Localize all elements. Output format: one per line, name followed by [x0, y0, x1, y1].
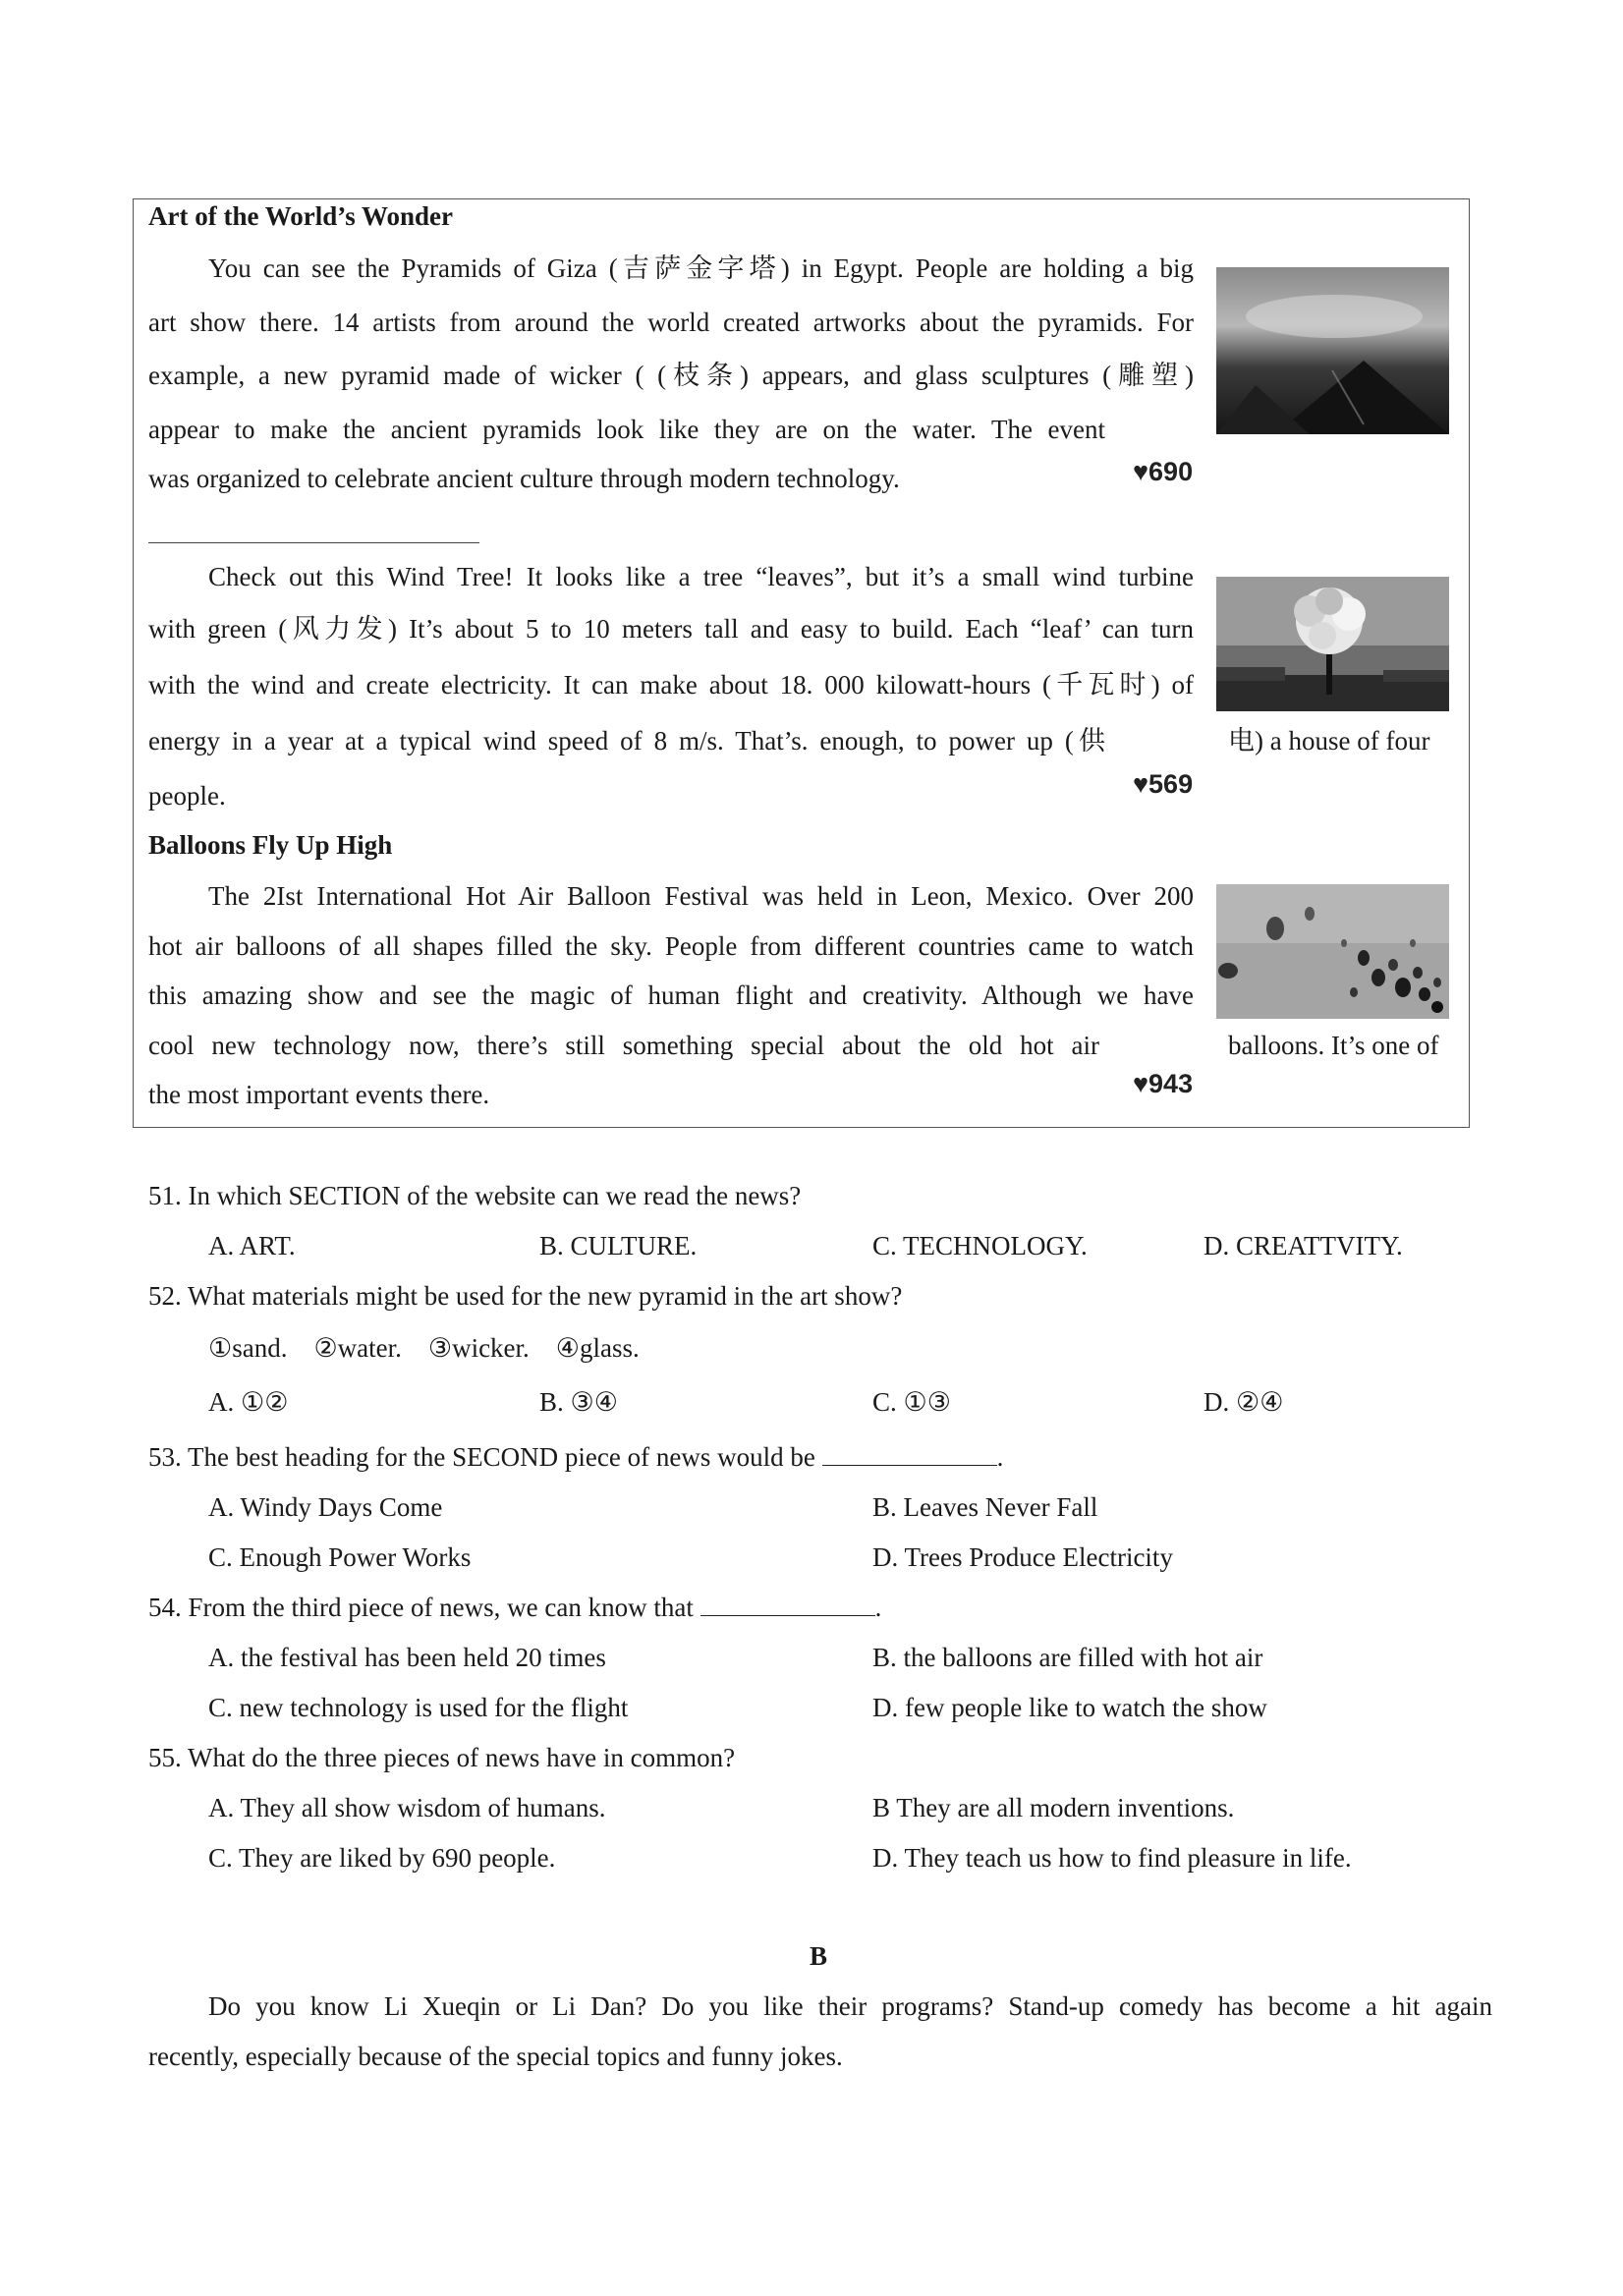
item2-line: Check out this Wind Tree! It looks like a tree “leaves”, but it’s a small wind turbine — [208, 562, 1194, 591]
item3-line: balloons. It’s one of — [1228, 1031, 1439, 1060]
q55-option-c: C. They are liked by 690 people. — [208, 1843, 556, 1873]
q51-option-a: A. ART. — [208, 1231, 296, 1260]
item3-line: The 2Ist International Hot Air Balloon Festival was held in Leon, Mexico. Over 200 — [208, 881, 1194, 911]
q54-end: . — [874, 1593, 882, 1622]
item1-line: was organized to celebrate ancient culture through modern technology. — [148, 464, 900, 493]
q52-materials: ①sand. ②water. ③wicker. ④glass. — [208, 1333, 640, 1363]
q54-option-a: A. the festival has been held 20 times — [208, 1643, 606, 1672]
item1-title: Art of the World’s Wonder — [148, 201, 453, 231]
q53-option-b: B. Leaves Never Fall — [872, 1492, 1098, 1522]
item2-line: with the wind and create electricity. It can make about 18. 000 kilowatt-hours (千瓦时) of — [148, 670, 1194, 700]
wind-tree-photo — [1216, 577, 1449, 711]
item3-likes: ♥943 — [1133, 1069, 1194, 1098]
q55-option-b: B They are all modern inventions. — [872, 1793, 1235, 1822]
q52-option-d: D. ②④ — [1203, 1387, 1284, 1417]
q53-end: . — [996, 1442, 1004, 1472]
q51-option-b: B. CULTURE. — [539, 1231, 698, 1260]
item3-line: this amazing show and see the magic of human flight and creativity. Although we have — [148, 980, 1194, 1010]
q53-option-d: D. Trees Produce Electricity — [872, 1542, 1173, 1572]
q55-option-d: D. They teach us how to find pleasure in life. — [872, 1843, 1352, 1873]
item3-line: hot air balloons of all shapes filled the sky. People from different countries came to watch — [148, 931, 1194, 961]
item2-line: with green (风力发) It’s about 5 to 10 meters tall and easy to build. Each “leaf’ can turn — [148, 614, 1194, 644]
question-51: 51. In which SECTION of the website can we read the news? — [148, 1181, 802, 1210]
item1-likes: ♥690 — [1133, 457, 1194, 486]
item2-line: people. — [148, 781, 226, 811]
q51-option-d: D. CREATTVITY. — [1203, 1231, 1403, 1260]
item3-line: the most important events there. — [148, 1080, 490, 1109]
q51-option-c: C. TECHNOLOGY. — [872, 1231, 1088, 1260]
q53-option-c: C. Enough Power Works — [208, 1542, 472, 1572]
q52-option-c: C. ①③ — [872, 1387, 951, 1417]
item2-likes: ♥569 — [1133, 769, 1194, 799]
question-55: 55. What do the three pieces of news have in common? — [148, 1743, 736, 1772]
section-b-heading: B — [809, 1941, 827, 1971]
q54-option-c: C. new technology is used for the flight — [208, 1693, 629, 1722]
item1-line: appear to make the ancient pyramids look like they are on the water. The event — [148, 415, 1105, 444]
question-53 — [148, 1442, 1003, 1472]
answer-blank — [700, 1594, 875, 1616]
q53-stem: 53. The best heading for the SECOND piece of news would be — [148, 1442, 815, 1472]
section-b-line: recently, especially because of the special topics and funny jokes. — [148, 2042, 843, 2071]
item1-line: You can see the Pyramids of Giza (吉萨金字塔) in Egypt. People are holding a big — [208, 253, 1194, 283]
q54-stem: 54. From the third piece of news, we can know that — [148, 1593, 694, 1622]
item1-line: art show there. 14 artists from around the world created artworks about the pyramids. For — [148, 308, 1194, 337]
answer-blank — [822, 1443, 997, 1466]
q52-option-b: B. ③④ — [539, 1387, 618, 1417]
question-52: 52. What materials might be used for the new pyramid in the art show? — [148, 1281, 903, 1311]
q52-option-a: A. ①② — [208, 1387, 289, 1417]
balloons-photo — [1216, 884, 1449, 1019]
item3-title: Balloons Fly Up High — [148, 830, 393, 860]
divider-line — [148, 542, 479, 543]
item3-line: cool new technology now, there’s still something special about the old hot air — [148, 1031, 1099, 1060]
q54-option-b: B. the balloons are filled with hot air — [872, 1643, 1263, 1672]
q54-option-d: D. few people like to watch the show — [872, 1693, 1267, 1722]
item2-line: energy in a year at a typical wind speed of 8 m/s. That’s. enough, to power up (供 — [148, 726, 1105, 756]
pyramid-photo — [1216, 267, 1449, 434]
question-54 — [148, 1593, 881, 1622]
item1-line: example, a new pyramid made of wicker ( (枝条) appears, and glass sculptures (雕塑) — [148, 361, 1194, 390]
section-b-line: Do you know Li Xueqin or Li Dan? Do you like their programs? Stand-up comedy has become a hit again — [208, 1991, 1492, 2021]
q53-option-a: A. Windy Days Come — [208, 1492, 443, 1522]
item2-line: 电) a house of four — [1228, 726, 1430, 756]
q55-option-a: A. They all show wisdom of humans. — [208, 1793, 606, 1822]
